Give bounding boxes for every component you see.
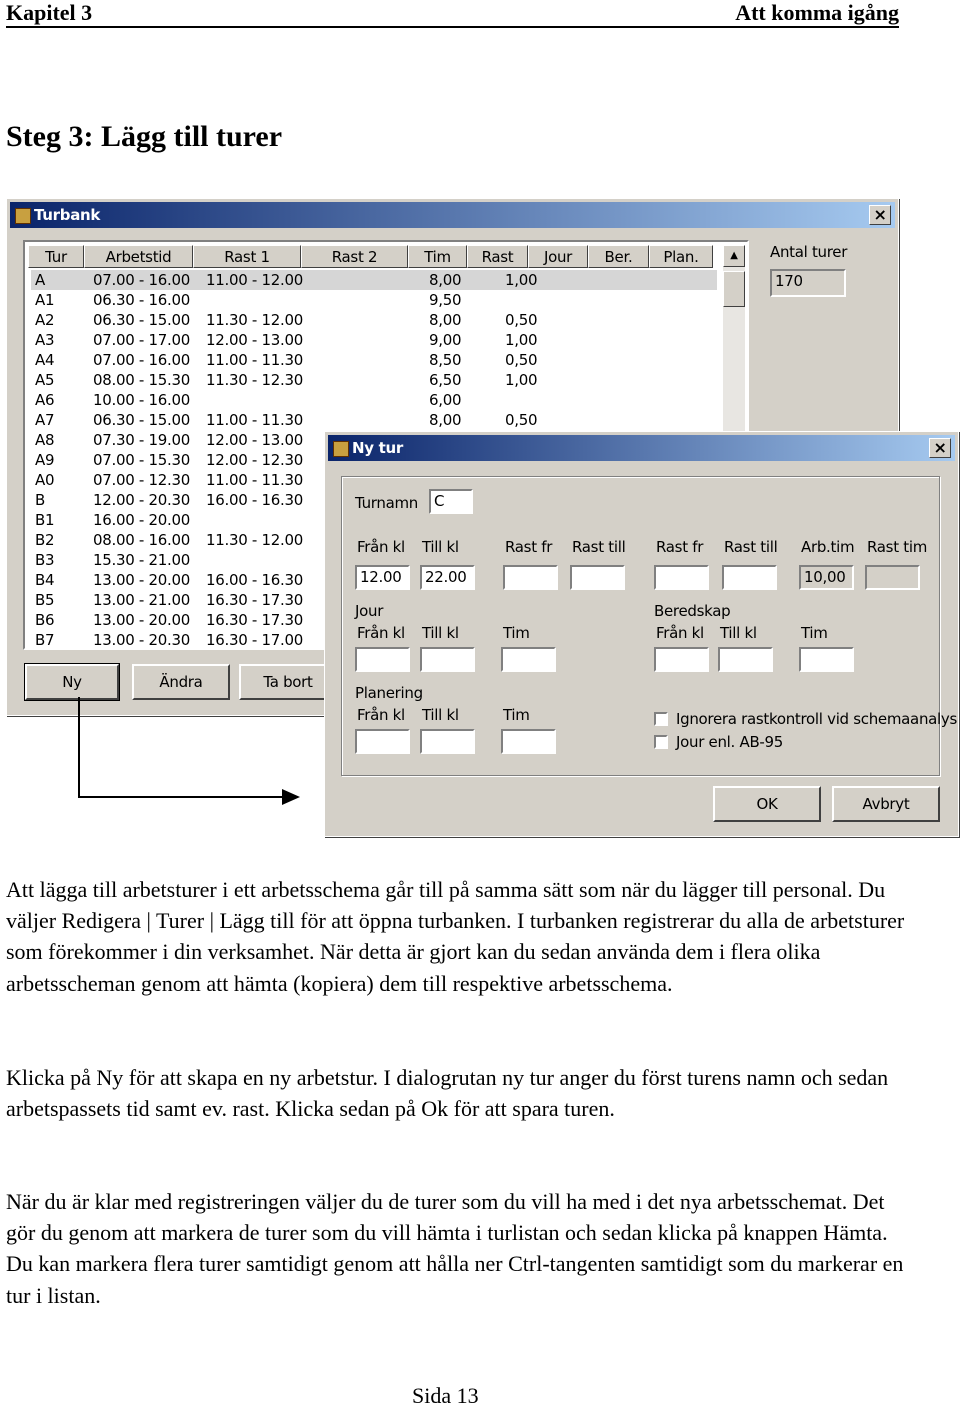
sub-label: Tim [503,624,530,642]
row1-label: Arb.tim [801,538,855,556]
table-cell: B4 [35,571,55,589]
table-cell: 8,50 [429,351,462,369]
table-cell: A8 [35,431,55,449]
avbryt-button[interactable]: Avbryt [832,786,940,822]
table-cell: 6,50 [429,371,462,389]
table-cell: A7 [35,411,55,429]
table-cell: A0 [35,471,55,489]
sub-field[interactable] [799,647,854,672]
table-cell: A5 [35,371,55,389]
turbank-title: Turbank [34,206,101,224]
table-cell: 08.00 - 15.30 [93,371,190,389]
sub-label: Från kl [656,624,704,642]
table-cell: 13.00 - 21.00 [93,591,190,609]
table-cell: 1,00 [505,271,538,289]
ta-bort-button[interactable]: Ta bort [239,664,337,700]
table-cell: 9,50 [429,291,462,309]
table-cell: 9,00 [429,331,462,349]
sub-label: Till kl [422,624,459,642]
table-cell: 0,50 [505,311,538,329]
table-cell: 11.00 - 12.00 [206,271,303,289]
table-cell: 07.00 - 16.00 [93,351,190,369]
row1-label: Från kl [357,538,405,556]
jour-ab95-checkbox[interactable] [654,735,668,749]
ny-tur-title: Ny tur [352,439,404,457]
table-cell: 1,00 [505,331,538,349]
table-cell: 8,00 [429,411,462,429]
row1-field[interactable]: 22.00 [420,565,475,590]
table-cell: 13.00 - 20.00 [93,611,190,629]
table-cell: 16.00 - 16.30 [206,491,303,509]
paragraph-1: Att lägga till arbetsturer i ett arbetsschema går till på samma sätt som när du lägger till personal. Du väljer Redigera | Turer | Lägg till för att öppna turbanken. I turbanken registrerar du alla de arbetsturer som förekommer i din verksamhet. När detta är gjort kan du sedan använda dem i flera olika arbetsscheman genom att hämta (kopiera) dem till respektive arbetsschema. [6,877,905,996]
close-icon[interactable]: × [929,438,951,458]
step-title: Steg 3: Lägg till turer [6,120,283,153]
column-header[interactable]: Arbetstid [84,245,193,268]
sub-label: Till kl [720,624,757,642]
ignorera-label: Ignorera rastkontroll vid schemaanalys [676,710,957,728]
chapter-label: Kapitel 3 [6,0,93,25]
table-cell: 07.00 - 12.30 [93,471,190,489]
row1-field[interactable]: 12.00 [355,565,410,590]
ny-tur-dialog [324,431,959,837]
column-header[interactable]: Jour [528,245,588,268]
column-header[interactable]: Plan. [649,245,713,268]
table-cell: B1 [35,511,55,529]
table-cell: 12.00 - 13.00 [206,431,303,449]
table-cell: 07.00 - 17.00 [93,331,190,349]
table-cell: 12.00 - 13.00 [206,331,303,349]
table-cell: 07.30 - 19.00 [93,431,190,449]
table-cell: B5 [35,591,55,609]
table-cell: 16.30 - 17.30 [206,611,303,629]
table-cell: 13.00 - 20.00 [93,571,190,589]
table-cell: 1,00 [505,371,538,389]
sub-label: Från kl [357,706,405,724]
table-cell: A1 [35,291,55,309]
beredskap-label: Beredskap [654,602,731,620]
antal-turer-label: Antal turer [770,243,848,261]
table-cell: A2 [35,311,55,329]
turnamn-input[interactable]: C [429,489,473,514]
table-cell: 16.00 - 20.00 [93,511,190,529]
table-cell: 8,00 [429,271,462,289]
planering-label: Planering [355,684,423,702]
table-cell: 8,00 [429,311,462,329]
table-cell: 06.30 - 15.00 [93,411,190,429]
sub-field[interactable] [355,729,410,754]
sub-label: Från kl [357,624,405,642]
table-cell: 16.30 - 17.30 [206,591,303,609]
column-header[interactable]: Rast 1 [193,245,301,268]
sub-label: Till kl [422,706,459,724]
sub-field[interactable] [355,647,410,672]
scroll-up-icon[interactable]: ▲ [723,245,745,267]
table-cell: 16.00 - 16.30 [206,571,303,589]
table-cell: 11.00 - 11.30 [206,351,303,369]
row1-label: Rast fr [656,538,704,556]
row1-label: Rast tim [867,538,928,556]
paragraph-2: Klicka på Ny för att skapa en ny arbetstur. I dialogrutan ny tur anger du först turens namn och sedan arbetspassets tid samt ev. rast. Klicka sedan på Ok för att spara turen. [6,1065,889,1122]
row1-field[interactable] [503,565,558,590]
table-cell: 15.30 - 21.00 [93,551,190,569]
table-cell: 12.00 - 20.30 [93,491,190,509]
column-header[interactable]: Ber. [588,245,649,268]
sub-label: Tim [503,706,530,724]
table-cell: B2 [35,531,55,549]
jour-ab95-label: Jour enl. AB-95 [676,733,784,751]
table-cell: B7 [35,631,55,649]
table-cell: 07.00 - 15.30 [93,451,190,469]
row1-field [865,565,920,590]
table-cell: 11.30 - 12.00 [206,311,303,329]
row1-field[interactable] [570,565,625,590]
page-number: Sida 13 [412,1383,479,1408]
jour-label: Jour [355,602,384,620]
column-header[interactable]: Rast 2 [301,245,408,268]
table-cell: B3 [35,551,55,569]
table-cell: A [35,271,45,289]
table-cell: 10.00 - 16.00 [93,391,190,409]
table-cell: 16.30 - 17.00 [206,631,303,649]
sub-field[interactable] [420,647,475,672]
row1-field[interactable] [654,565,709,590]
close-icon[interactable]: × [869,205,891,225]
table-cell: 0,50 [505,411,538,429]
sub-field[interactable] [718,647,773,672]
table-cell: 11.00 - 11.30 [206,471,303,489]
ok-button[interactable]: OK [713,786,821,822]
sub-field[interactable] [501,729,556,754]
sub-field[interactable] [420,729,475,754]
table-cell: 07.00 - 16.00 [93,271,190,289]
table-cell: A6 [35,391,55,409]
section-label: Att komma igång [735,0,899,25]
table-cell: 11.30 - 12.00 [206,531,303,549]
ignorera-checkbox[interactable] [654,712,668,726]
sub-label: Tim [801,624,828,642]
table-cell: 13.00 - 20.30 [93,631,190,649]
table-cell: A4 [35,351,55,369]
ny-button[interactable]: Ny [25,664,119,700]
row1-label: Rast till [724,538,778,556]
table-cell: B6 [35,611,55,629]
table-cell: 6,00 [429,391,462,409]
column-header[interactable]: Rast [467,245,528,268]
sub-field[interactable] [654,647,709,672]
turnamn-label: Turnamn [355,494,419,512]
table-cell: 0,50 [505,351,538,369]
table-cell: A3 [35,331,55,349]
andra-button[interactable]: Ändra [132,664,230,700]
table-cell: 11.00 - 11.30 [206,411,303,429]
paragraph-3: När du är klar med registreringen väljer du de turer som du vill ha med i det nya arbetsschemat. Det gör du genom att markera de turer som du vill hämta i turlistan och sedan klicka på knappen Hämta. Du kan markera flera turer samtidigt genom att hålla ner Ctrl-tangenten samtidigt som du markerar en tur i listan. [6,1189,904,1308]
row1-field[interactable] [722,565,777,590]
row1-label: Rast till [572,538,626,556]
column-header[interactable]: Tim [408,245,467,268]
row1-label: Till kl [422,538,459,556]
column-header[interactable]: Tur [28,245,84,268]
table-cell: 12.00 - 12.30 [206,451,303,469]
antal-turer-field: 170 [770,269,846,297]
table-cell: B [35,491,45,509]
ny-tur-titlebar [328,435,955,461]
row1-field: 10,00 [799,565,854,590]
sub-field[interactable] [501,647,556,672]
table-cell: 08.00 - 16.00 [93,531,190,549]
app-icon [333,441,349,457]
row1-label: Rast fr [505,538,553,556]
table-cell: 06.30 - 15.00 [93,311,190,329]
table-cell: 06.30 - 16.00 [93,291,190,309]
table-cell: 11.30 - 12.30 [206,371,303,389]
table-cell: A9 [35,451,55,469]
